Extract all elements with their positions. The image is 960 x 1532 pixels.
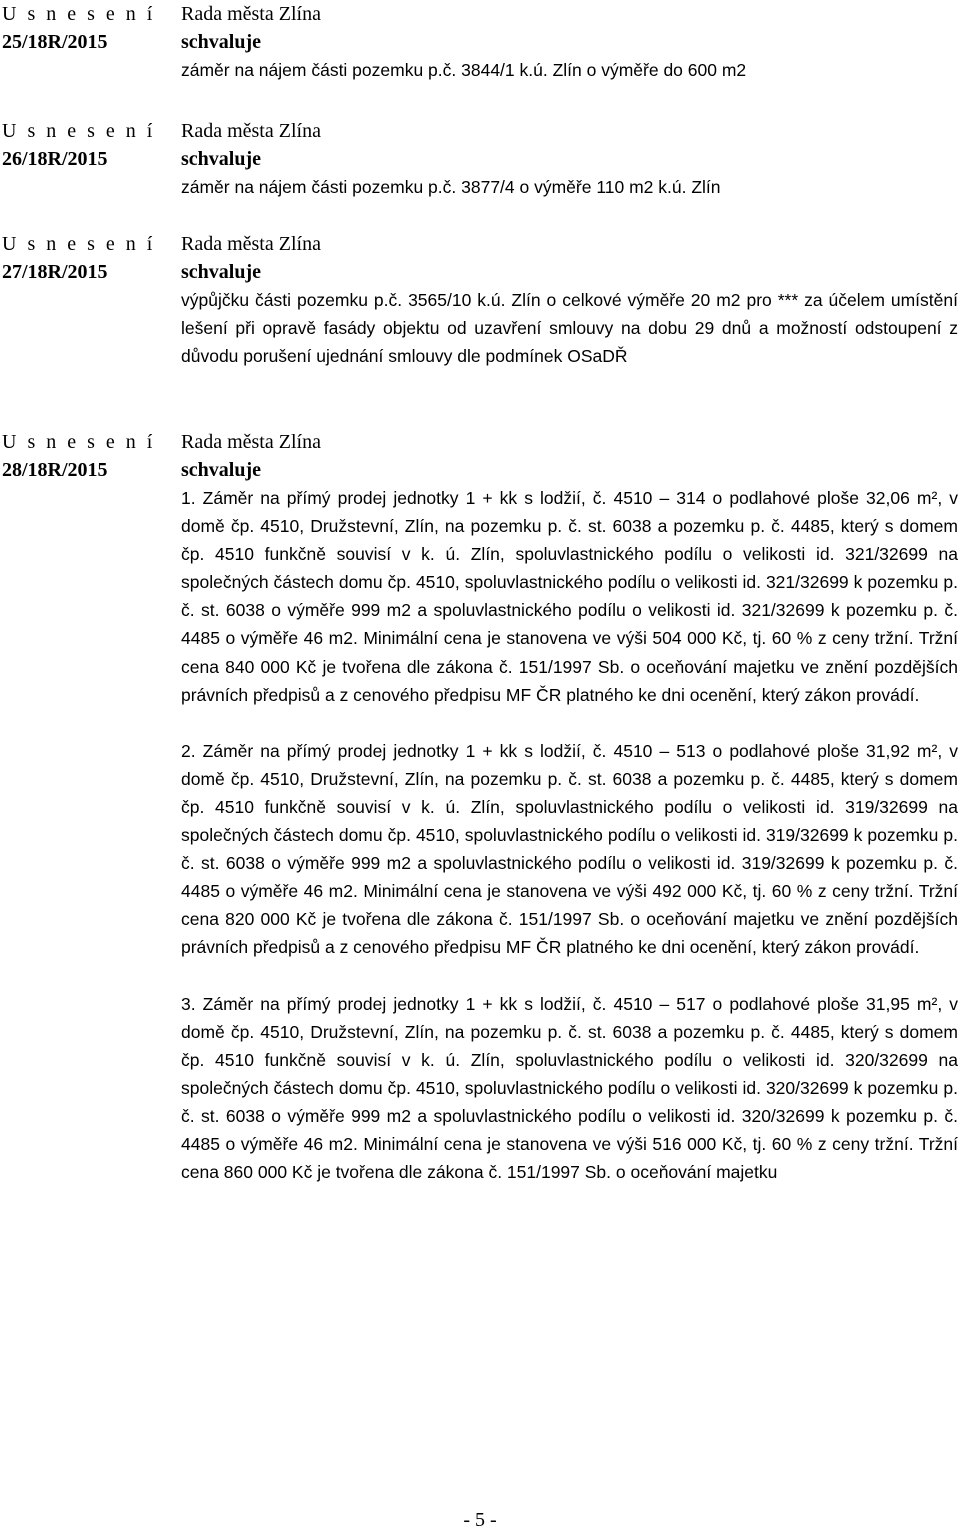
resolution-number: 26/18R/2015	[2, 148, 108, 170]
resolution-body	[181, 0, 958, 84]
council-name: Rada města Zlína	[181, 431, 321, 453]
council-name: Rada města Zlína	[181, 233, 321, 255]
resolution-label	[2, 428, 180, 484]
resolution-word: U s n e s e n í	[2, 431, 156, 453]
resolution-item: 2. Záměr na přímý prodej jednotky 1 + kk s lodžií, č. 4510 – 513 o podlahové ploše 31,92 m², v domě čp. 4510, Družstevní, Zlín, na pozemku p. č. st. 6038 a pozemku p. č. 4485, který s domem čp. 4510 funkčně souvisí v k. ú. Zlín, spoluvlastnického podílu o velikosti id. 319/32699 na společných částech domu čp. 4510, spoluvlastnického podílu o velikosti id. 319/32699 k pozemku p. č. st. 6038 o výměře 999 m2 a spoluvlastnického podílu o velikosti id. 319/32699 k pozemku p. č. 4485 o výměře 46 m2. Minimální cena je stanovena ve výši 492 000 Kč, tj. 60 % z ceny tržní. Tržní cena 820 000 Kč je tvořena dle zákona č. 151/1997 Sb. o oceňování majetku ve znění pozdějších právních předpisů a z cenového předpisu MF ČR platného ke dni ocenění, který zákon provádí.	[181, 740, 958, 958]
resolution-label	[2, 0, 180, 56]
resolution-text: výpůjčku části pozemku p.č. 3565/10 k.ú. Zlín o celkové výměře 20 m2 pro *** za účelem umístění lešení při opravě fasády objektu od uzavření smlouvy na dobu 29 dnů a možností odstoupení z důvodu porušení ujednání smlouvy dle podmínek OSaDŘ	[181, 290, 958, 367]
page-number: - 5 -	[463, 1509, 497, 1531]
resolution-label	[2, 230, 180, 286]
resolution-label	[2, 117, 180, 173]
approval-verb: schvaluje	[181, 31, 261, 53]
council-name: Rada města Zlína	[181, 120, 321, 142]
resolution-text: záměr na nájem části pozemku p.č. 3844/1 k.ú. Zlín o výměře do 600 m2	[181, 60, 747, 80]
approval-verb: schvaluje	[181, 148, 261, 170]
resolution-item: 1. Záměr na přímý prodej jednotky 1 + kk s lodžií, č. 4510 – 314 o podlahové ploše 32,06 m², v domě čp. 4510, Družstevní, Zlín, na pozemku p. č. st. 6038 a pozemku p. č. 4485, který s domem čp. 4510 funkčně souvisí v k. ú. Zlín, spoluvlastnického podílu o velikosti id. 321/32699 na společných částech domu čp. 4510, spoluvlastnického podílu o velikosti id. 321/32699 k pozemku p. č. st. 6038 o výměře 999 m2 a spoluvlastnického podílu o velikosti id. 321/32699 k pozemku p. č. 4485 o výměře 46 m2. Minimální cena je stanovena ve výši 504 000 Kč, tj. 60 % z ceny tržní. Tržní cena 840 000 Kč je tvořena dle zákona č. 151/1997 Sb. o oceňování majetku ve znění pozdějších právních předpisů a z cenového předpisu MF ČR platného ke dni ocenění, který zákon provádí.	[181, 488, 958, 705]
resolution-number: 28/18R/2015	[2, 459, 108, 481]
approval-verb: schvaluje	[181, 261, 261, 283]
resolution-word: U s n e s e n í	[2, 3, 156, 25]
resolution-body	[181, 117, 958, 201]
resolution-item: 3. Záměr na přímý prodej jednotky 1 + kk s lodžií, č. 4510 – 517 o podlahové ploše 31,95 m², v domě čp. 4510, Družstevní, Zlín, na pozemku p. č. st. 6038 a pozemku p. č. 4485, který s domem čp. 4510 funkčně souvisí v k. ú. Zlín, spoluvlastnického podílu o velikosti id. 320/32699 na společných částech domu čp. 4510, spoluvlastnického podílu o velikosti id. 320/32699 k pozemku p. č. st. 6038 o výměře 999 m2 a spoluvlastnického podílu o velikosti id. 320/32699 k pozemku p. č. 4485 o výměře 46 m2. Minimální cena je stanovena ve výši 516 000 Kč, tj. 60 % z ceny tržní. Tržní cena 860 000 Kč je tvořena dle zákona č. 151/1997 Sb. o oceňování majetku	[181, 993, 958, 1183]
approval-verb: schvaluje	[181, 459, 261, 481]
resolution-body	[181, 428, 958, 1186]
resolution-word: U s n e s e n í	[2, 233, 156, 255]
resolution-word: U s n e s e n í	[2, 120, 156, 142]
resolution-text: záměr na nájem části pozemku p.č. 3877/4 o výměře 110 m2 k.ú. Zlín	[181, 177, 721, 197]
resolution-number: 27/18R/2015	[2, 261, 108, 283]
resolution-number: 25/18R/2015	[2, 31, 108, 53]
resolution-body	[181, 230, 958, 370]
council-name: Rada města Zlína	[181, 3, 321, 25]
